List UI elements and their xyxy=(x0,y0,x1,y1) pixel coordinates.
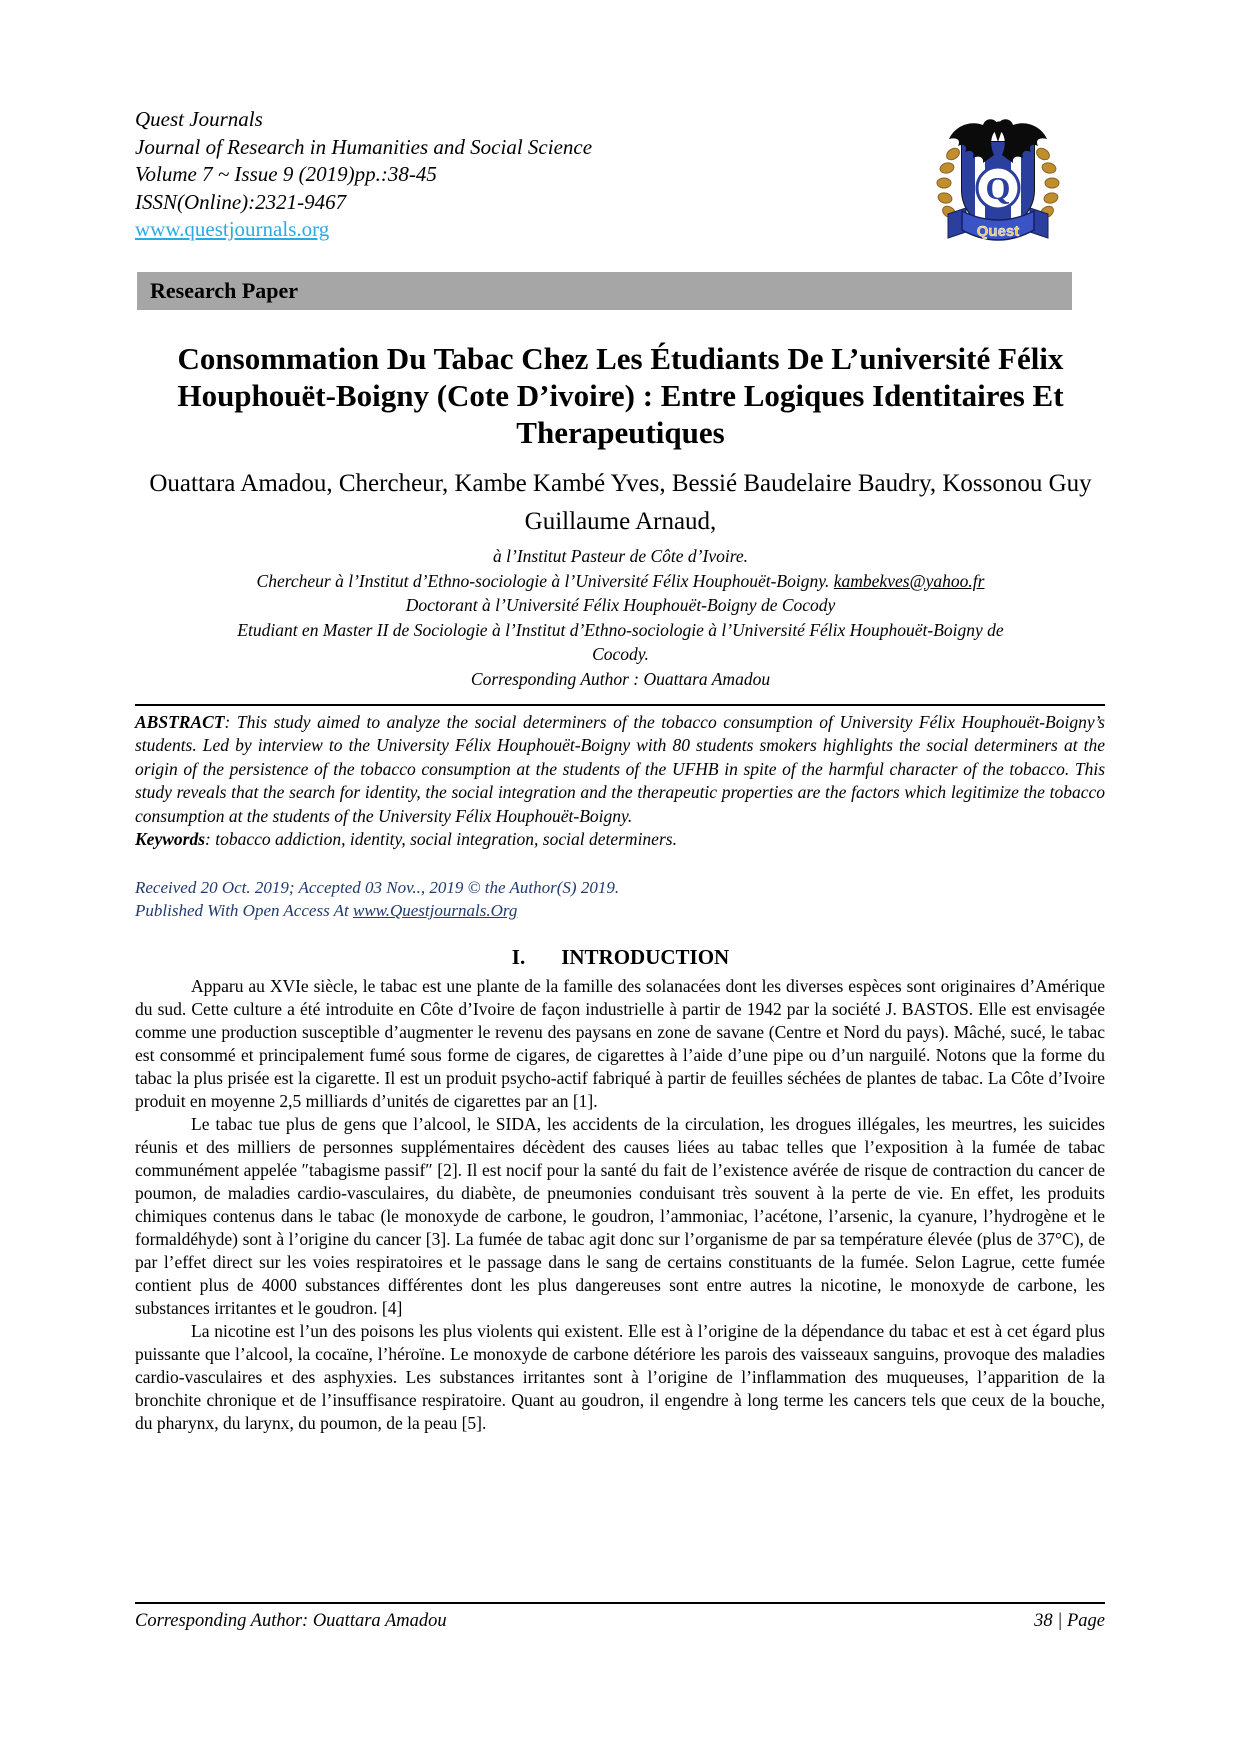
footer-corresponding-author: Corresponding Author: Ouattara Amadou xyxy=(135,1611,447,1631)
abstract-text: : This study aimed to analyze the social determiners of the tobacco consumption of University Félix Houphouët-Boigny’s students. Led by interview to the University Félix Houphouët-Boigny with 80 students smokers highlights the social determiners at the origin of the persistence of the tobacco consumption at the students of the UFHB in spite of the harmful character of the tobacco. This study reveals that the search for identity, the social integration and the therapeutic properties are the factors which legitimize the tobacco consumption at the students of the University Félix Houphouët-Boigny. xyxy=(135,712,1105,826)
section-title: INTRODUCTION xyxy=(561,945,730,970)
keywords-line xyxy=(135,828,1105,851)
issn: ISSN(Online):2321-9467 xyxy=(135,189,347,214)
publisher-name: Quest Journals xyxy=(135,107,263,131)
affiliations-block xyxy=(116,544,1126,691)
journal-name: Journal of Research in Humanities and Social Science xyxy=(135,134,593,159)
research-paper-band xyxy=(137,272,1072,310)
abstract-block xyxy=(135,711,1105,851)
intro-paragraph: Le tabac tue plus de gens que l’alcool, le SIDA, les accidents de la circulation, les drogues illégales, les meurtres, les suicides réunis et des milliers de personnes supplémentaires décèdent des causes liées au tabac telles que l’exposition à la fumée de tabac communément appelée ″tabagisme passif″ [2]. Il est nocif pour la santé du fait de l’existence avérée de risque de contraction du cancer de poumon, de maladies cardio-vasculaires, du diabète, de pneumonies conduisant très souvent à la perte de vie. En effet, les produits chimiques contenus dans le tabac (le monoxyde de carbone, le goudron, l’ammoniac, l’acétone, l’arsenic, la cyanure, l’hydrogène et le formaldéhyde) sont à l’origine du cancer [3]. La fumée de tabac agit donc sur l’organisme de par sa température élevée (plus de 37°C), de par l’effet direct sur les voies respiratoires et le passage dans le sang de certains constituants de la fumée. Selon Lagrue, cette fumée contient plus de 4000 substances différentes dont les plus dangereuses sont entre autres la nicotine, le monoxyde de carbone, les substances irritantes et le goudron. [4] xyxy=(135,1114,1105,1319)
published-line xyxy=(135,899,1105,922)
page-header xyxy=(0,0,1241,250)
received-block xyxy=(135,876,1105,922)
journal-website-link[interactable]: www.questjournals.org xyxy=(135,217,330,241)
received-line: Received 20 Oct. 2019; Accepted 03 Nov.., 2019 © the Author(S) 2019. xyxy=(135,878,620,898)
published-link[interactable]: www.Questjournals.Org xyxy=(352,901,518,921)
logo-monogram: Q xyxy=(985,170,1011,206)
page-footer xyxy=(135,1602,1105,1632)
research-paper-label: Research Paper xyxy=(150,278,299,303)
quest-journals-logo-icon xyxy=(932,108,1064,250)
affiliation-line: Doctorant à l’Université Félix Houphouët-Boigny de Cocody xyxy=(405,595,836,615)
volume-issue: Volume 7 ~ Issue 9 (2019)pp.:38-45 xyxy=(135,162,437,186)
introduction-body xyxy=(135,975,1105,1435)
keywords-text: : tobacco addiction, identity, social integration, social determiners. xyxy=(205,829,677,850)
logo-banner-text: Quest xyxy=(976,223,1020,240)
intro-paragraph: La nicotine est l’un des poisons les plus violents qui existent. Elle est à l’origine de la dépendance du tabac et est à cet égard plus puissante que l’alcool, la cocaïne, l’héroïne. Le monoxyde de carbone détériore les parois des vaisseaux sanguins, provoque des maladies cardio-vasculaires et des asphyxies. Les substances irritantes sont à l’origine de l’inflammation des muqueuses, l’apparition de la bronchite chronique et de l’insuffisance respiratoire. Quant au goudron, il engendre à long terme les cancers tels que ceux de la bouche, du pharynx, du larynx, du poumon, de la peau [5]. xyxy=(135,1321,1105,1434)
introduction-heading xyxy=(0,945,1241,970)
abstract-label: ABSTRACT xyxy=(135,712,225,732)
section-number: I. xyxy=(511,945,526,970)
affiliation-line xyxy=(116,569,1126,594)
author-email-link[interactable]: kambekves@yahoo.fr xyxy=(833,570,985,591)
footer-page-number: 38 | Page xyxy=(1034,1611,1105,1631)
affiliation-line: à l’Institut Pasteur de Côte d’Ivoire. xyxy=(493,546,748,566)
intro-paragraph: Apparu au XVIe siècle, le tabac est une plante de la famille des solanacées dont les diverses espèces sont originaires d’Amérique du sud. Cette culture a été introduite en Côte d’Ivoire de façon industrielle à partir de 1942 par la société J. BASTOS. Elle est envisagée comme une production susceptible d’augmenter le revenu des paysans en zone de savane (Centre et Nord du pays). Mâché, sucé, le tabac est consommé et principalement fumé sous forme de cigares, de cigarettes à l’aide d’une pipe ou d’un narguilé. Notons que la forme du tabac la plus prisée est la cigarette. Il est un produit psycho-actif fabriqué à partir de feuilles séchées de plantes de tabac. La Côte d’Ivoire produit en moyenne 2,5 milliards d’unités de cigarettes par an [1]. xyxy=(135,976,1105,1112)
corresponding-author-line: Corresponding Author : Ouattara Amadou xyxy=(470,668,771,689)
affiliation-line: Etudiant en Master II de Sociologie à l’Institut d’Ethno-sociologie à l’Université Félix Houphouët-Boigny de xyxy=(237,619,1004,640)
affiliation-line: Cocody. xyxy=(592,644,649,664)
journal-info-block xyxy=(135,106,592,244)
published-prefix: Published With Open Access At xyxy=(135,901,353,921)
abstract-top-rule xyxy=(135,704,1105,706)
affiliation-text: Chercheur à l’Institut d’Ethno-sociologie à l’Université Félix Houphouët-Boigny. xyxy=(256,570,834,591)
article-title: Consommation Du Tabac Chez Les Étudiants De L’université Félix Houphouët-Boigny (Cote D’ivoire) : Entre Logiques Identitaires Et Therapeutiques xyxy=(177,341,1064,450)
author-list: Ouattara Amadou, Chercheur, Kambe Kambé Yves, Bessié Baudelaire Baudry, Kossonou Guy Guillaume Arnaud, xyxy=(149,470,1092,535)
keywords-label: Keywords xyxy=(135,829,205,850)
